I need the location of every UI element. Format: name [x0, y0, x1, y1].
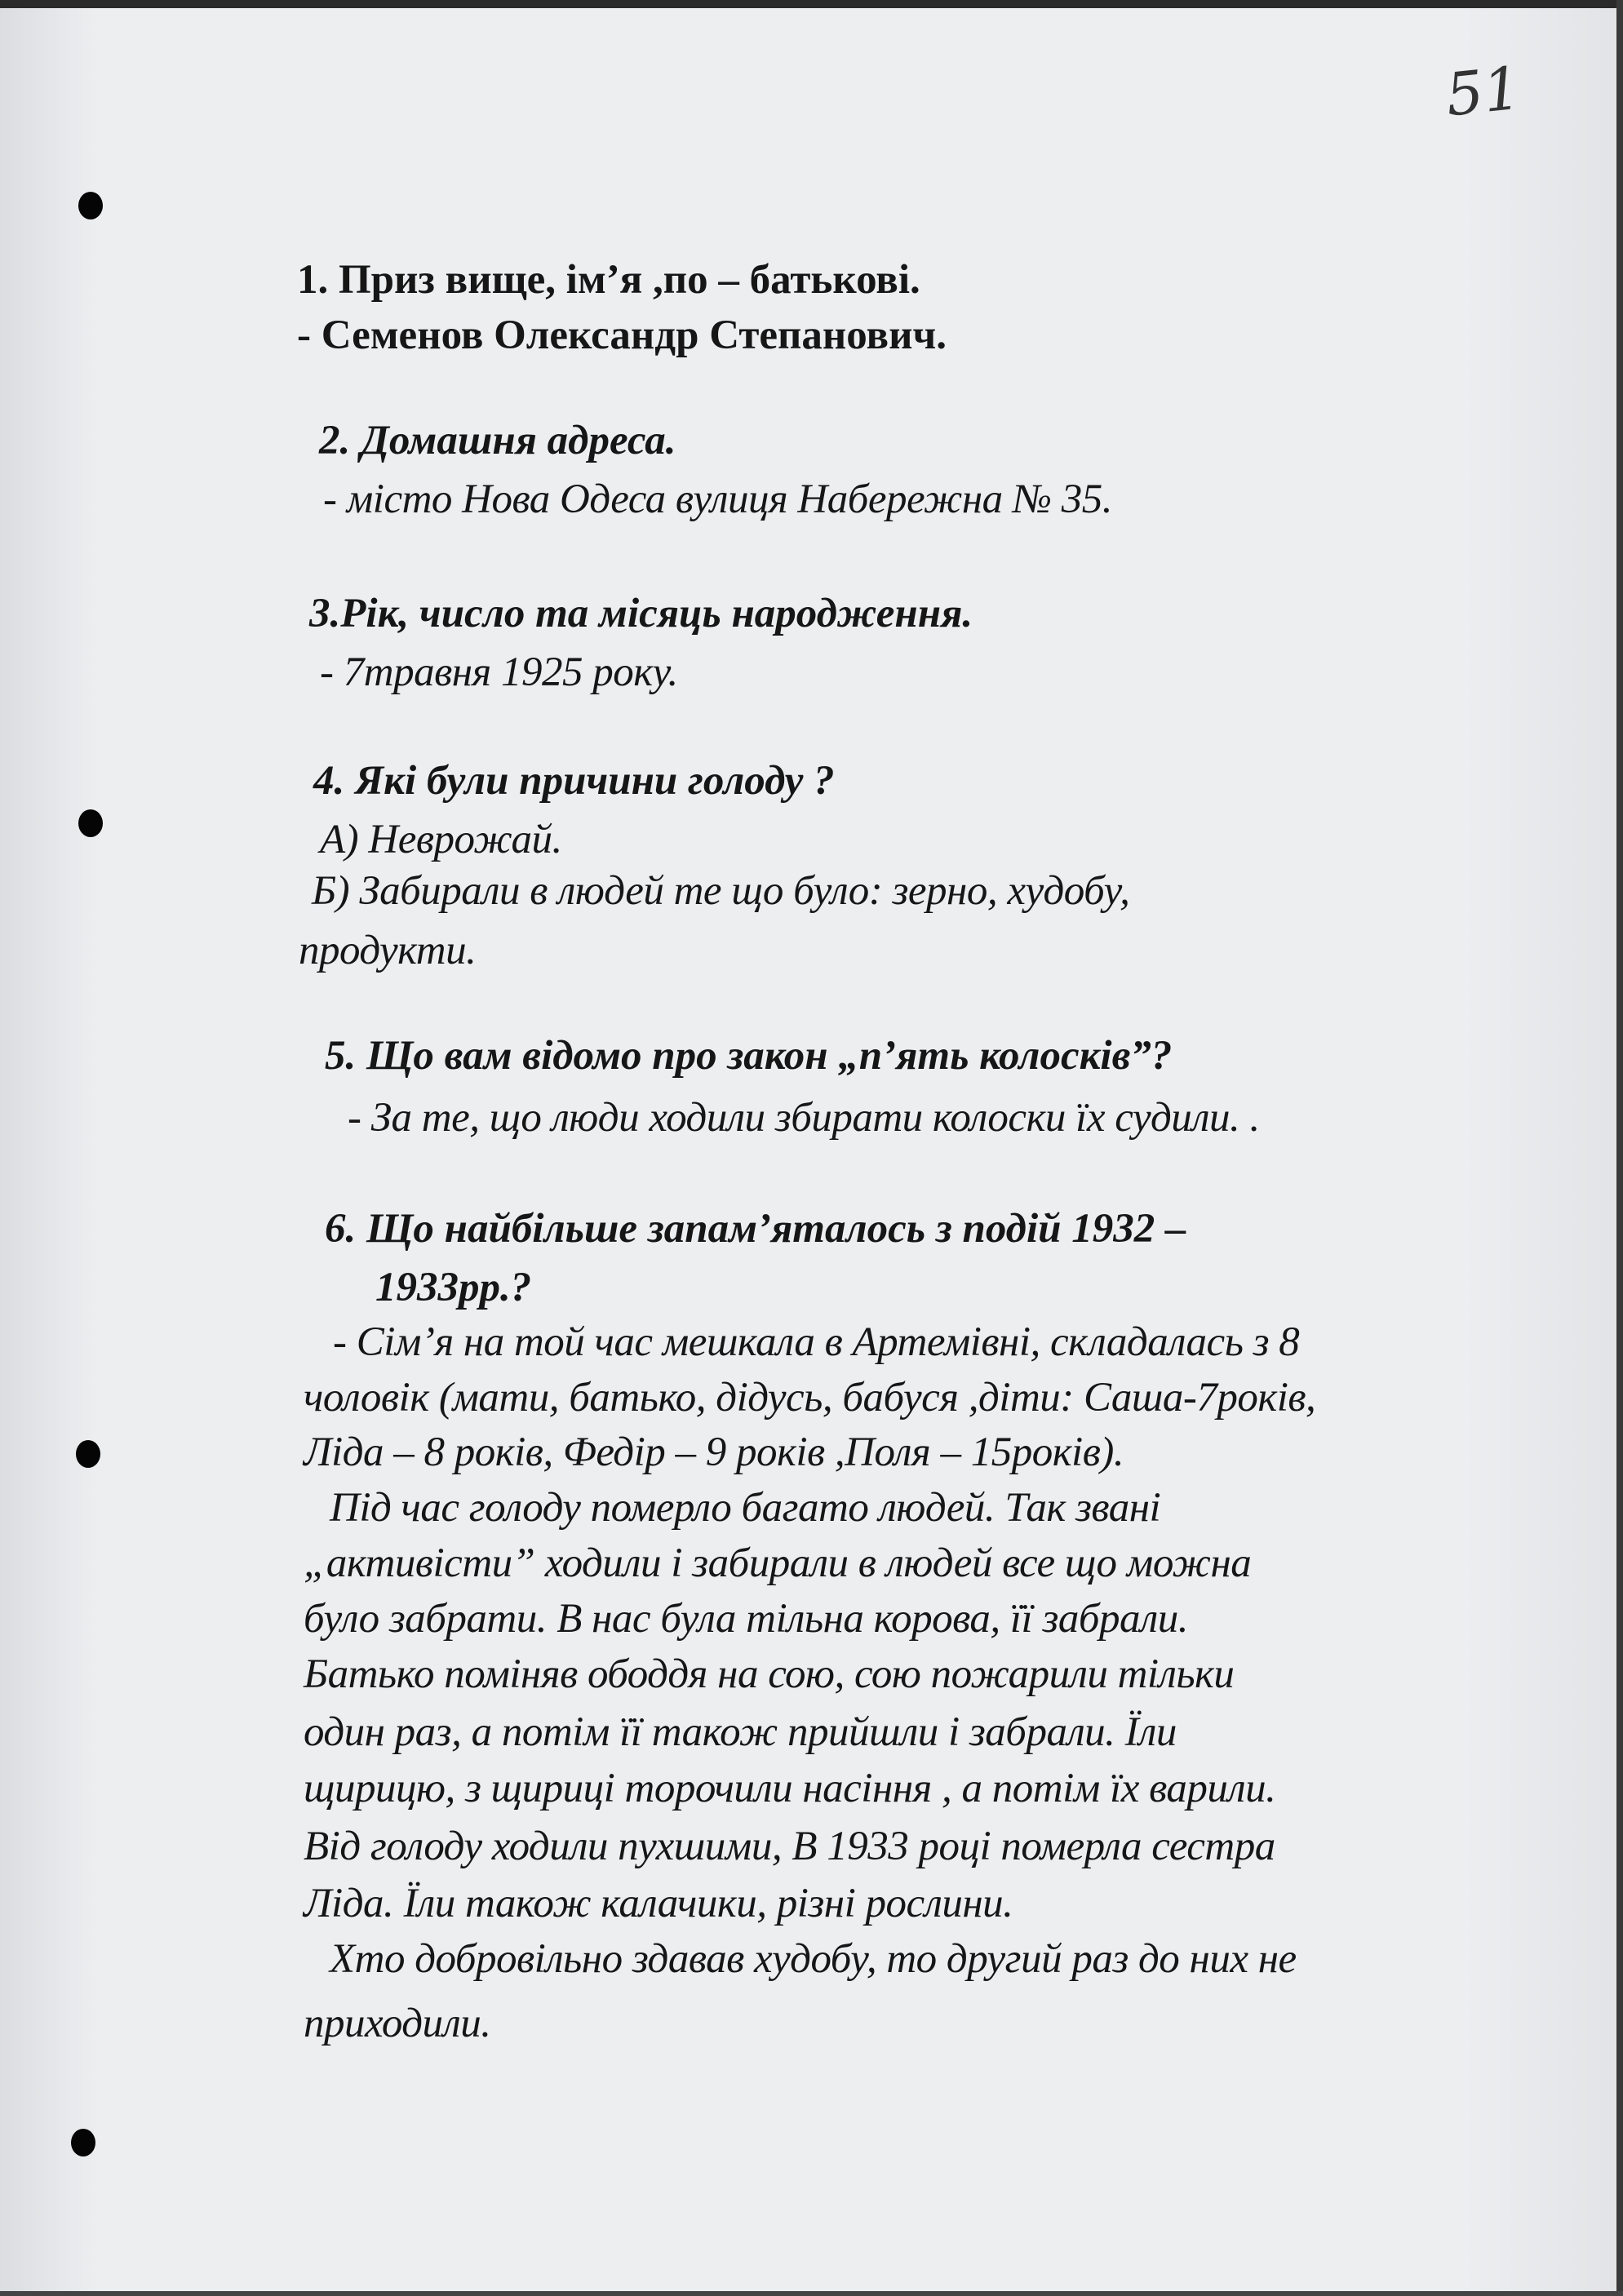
answer-6-line: Від голоду ходили пухшими, В 1933 році померла сестра	[304, 1824, 1275, 1869]
punch-hole	[71, 2129, 95, 2156]
answer-3: - 7травня 1925 року.	[320, 649, 678, 695]
question-4: 4. Які були причини голоду ?	[313, 758, 835, 804]
handwritten-page-number: 51	[1442, 53, 1524, 130]
question-6-cont: 1933рр.?	[375, 1265, 532, 1310]
answer-6-line: було забрати. В нас була тільна корова, її забрали.	[304, 1596, 1188, 1642]
answer-6-line: „активісти” ходили і забирали в людей все що можна	[304, 1540, 1252, 1586]
question-1: 1. Приз вище, ім’я ,по – батькові.	[297, 257, 920, 303]
scan-edge-bottom	[0, 2291, 1623, 2296]
answer-6-line: Ліда – 8 років, Федір – 9 років ,Поля – 15років).	[304, 1429, 1124, 1475]
answer-6-line: один раз, а потім її також прийшли і забрали. Їли	[304, 1709, 1177, 1755]
answer-4-line: А) Неврожай.	[320, 817, 562, 862]
punch-hole	[76, 1440, 100, 1468]
answer-6-line: Батько поміняв ободдя на сою, сою пожарили тільки	[304, 1651, 1235, 1697]
answer-2: - місто Нова Одеса вулиця Набережна № 35.	[323, 476, 1112, 522]
question-2: 2. Домашня адреса.	[319, 418, 676, 463]
scan-edge-right	[1616, 0, 1623, 2296]
question-5: 5. Що вам відомо про закон „п’ять колосків”?	[325, 1033, 1173, 1079]
answer-1: - Семенов Олександр Степанович.	[297, 312, 947, 358]
answer-5: - За те, що люди ходили збирати колоски їх судили. .	[348, 1095, 1260, 1141]
punch-hole	[78, 192, 103, 219]
scan-edge-top	[0, 0, 1623, 8]
answer-4-line: продукти.	[299, 928, 477, 973]
answer-6-line: Ліда. Їли також калачики, різні рослини.	[304, 1881, 1013, 1926]
question-3: 3.Рік, число та місяць народження.	[309, 591, 973, 636]
answer-6-line: Під час голоду померло багато людей. Так звані	[330, 1485, 1161, 1531]
punch-hole	[78, 809, 103, 837]
answer-6-line: приходили.	[304, 2001, 491, 2046]
answer-6-line: Хто добровільно здавав худобу, то другий раз до них не	[330, 1936, 1297, 1982]
question-6: 6. Що найбільше запам’яталось з подій 1932 –	[325, 1206, 1186, 1252]
answer-6-line: - Сім’я на той час мешкала в Артемівні, складалась з 8	[333, 1319, 1300, 1365]
answer-6-line: щирицю, з щириці торочили насіння , а потім їх варили.	[304, 1766, 1276, 1811]
answer-6-line: чоловік (мати, батько, дідусь, бабуся ,діти: Саша-7років,	[304, 1375, 1316, 1421]
answer-4-line: Б) Забирали в людей те що було: зерно, худобу,	[312, 868, 1130, 914]
